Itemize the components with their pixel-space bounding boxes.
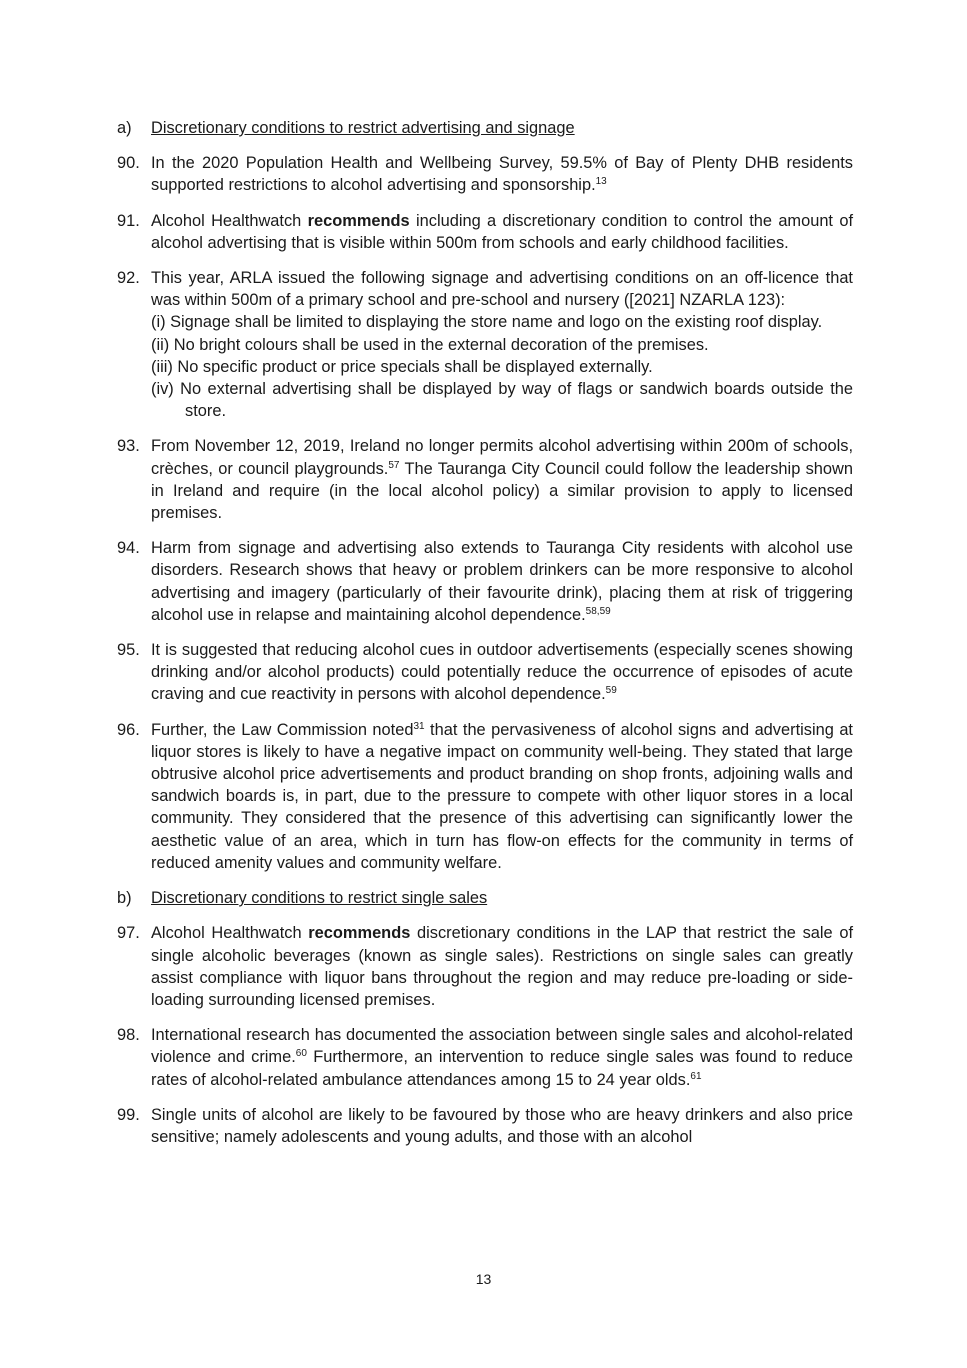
emphasis: recommends <box>307 211 410 230</box>
paragraph-body: International research has documented the association between single sales and alcohol-related violence and crime. <box>151 1026 853 1067</box>
paragraph-text <box>151 639 853 706</box>
paragraph-number: 93. <box>117 437 140 456</box>
section-heading-a <box>117 117 853 139</box>
conditions-list <box>151 311 853 422</box>
paragraph-number: 91. <box>117 211 140 230</box>
paragraph-text: This year, ARLA issued the following signage and advertising conditions on an off-licence that was within 500m of a primary school and pre-school and nursery ([2021] NZARLA 123): <box>151 269 853 310</box>
condition-item: (iii) No specific product or price specials shall be displayed externally. <box>151 357 653 376</box>
paragraph-96 <box>117 719 853 874</box>
paragraph-text <box>151 1024 853 1091</box>
paragraph-body: In the 2020 Population Health and Wellbeing Survey, 59.5% of Bay of Plenty DHB residents supported restrictions to alcohol advertising and sponsorship. <box>151 154 853 195</box>
paragraph-body: Further, the Law Commission noted <box>151 720 414 739</box>
paragraph-number: 98. <box>117 1026 140 1045</box>
paragraph-text <box>151 210 853 254</box>
page-number: 13 <box>475 1271 492 1287</box>
paragraph-text <box>151 922 853 1011</box>
condition-item: (i) Signage shall be limited to displaying the store name and logo on the existing roof display. <box>151 313 823 332</box>
paragraph-body: Furthermore, an intervention to reduce single sales was found to reduce rates of alcohol-related ambulance attendances among 15 to 24 year olds. <box>151 1048 853 1089</box>
footnote-ref: 60 <box>295 1048 307 1060</box>
paragraph-body: The Tauranga City Council could follow the leadership shown in Ireland and require (in the local alcohol policy) a similar provision to apply to licensed premises. <box>151 459 853 523</box>
condition-item: (ii) No bright colours shall be used in the external decoration of the premises. <box>151 335 709 354</box>
paragraph-98 <box>117 1024 853 1091</box>
paragraph-99 <box>117 1104 853 1148</box>
paragraph-body: It is suggested that reducing alcohol cues in outdoor advertisements (especially scenes showing drinking and/or alcohol products) could potentially reduce the occurrence of episodes of acute craving and cue reactivity in persons with alcohol dependence. <box>151 641 853 704</box>
paragraph-text <box>151 152 853 196</box>
paragraph-number: 94. <box>117 539 140 558</box>
page-body <box>117 117 853 1161</box>
paragraph-number: 92. <box>117 269 140 288</box>
paragraph-number: 96. <box>117 720 140 739</box>
paragraph-90 <box>117 152 853 196</box>
footnote-ref: 58,59 <box>585 605 611 617</box>
paragraph-body: Harm from signage and advertising also extends to Tauranga City residents with alcohol use disorders. Research shows that heavy or problem drinkers can be more responsive to alcohol advertising and imagery (particularly of their favourite drink), placing them at risk of triggering alcohol use in relapse and maintaining alcohol dependence. <box>151 539 853 624</box>
paragraph-text: Single units of alcohol are likely to be favoured by those who are heavy drinkers and also price sensitive; namely adolescents and young adults, and those with an alcohol <box>151 1105 853 1146</box>
paragraph-body: discretionary conditions in the LAP that restrict the sale of single alcoholic beverages (known as single sales). Restrictions on single sales can greatly assist compliance with liquor bans throughout the region and may reduce pre-loading or side-loading surrounding licensed premises. <box>151 924 853 1009</box>
footnote-ref: 61 <box>690 1070 702 1082</box>
footnote-ref: 13 <box>595 176 607 188</box>
section-title: Discretionary conditions to restrict advertising and signage <box>151 119 575 137</box>
footnote-ref: 59 <box>605 685 617 697</box>
paragraph-text <box>151 719 853 874</box>
paragraph-text <box>151 537 853 626</box>
condition-item: (iv) No external advertising shall be displayed by way of flags or sandwich boards outside the store. <box>151 380 853 421</box>
paragraph-text <box>151 435 853 524</box>
paragraph-body: Alcohol Healthwatch <box>151 211 308 230</box>
paragraph-body: that the pervasiveness of alcohol signs and advertising at liquor stores is likely to have a negative impact on community well-being. They stated that large obtrusive alcohol price advertisements and product branding on shop fronts, adjoining walls and sandwich boards is, in part, due to the pressure to compete with other liquor stores in a local community. They considered that the presence of this advertising can significantly lower the aesthetic value of an area, which in turn has flow-on effects for the community in terms of reduced amenity values and community welfare. <box>151 720 853 872</box>
paragraph-body: Alcohol Healthwatch <box>151 924 309 943</box>
paragraph-body: From November 12, 2019, Ireland no longer permits alcohol advertising within 200m of schools, crèches, or council playgrounds. <box>151 437 853 478</box>
paragraph-93 <box>117 435 853 524</box>
paragraph-92 <box>117 267 853 422</box>
footnote-ref: 31 <box>413 720 425 732</box>
section-heading-b <box>117 887 853 909</box>
paragraph-95 <box>117 639 853 706</box>
paragraph-number: 97. <box>117 924 140 943</box>
footnote-ref: 57 <box>388 459 400 471</box>
paragraph-body: including a discretionary condition to control the amount of alcohol advertising that is visible within 500m from schools and early childhood facilities. <box>151 211 853 252</box>
paragraph-94 <box>117 537 853 626</box>
section-marker: a) <box>117 119 132 137</box>
paragraph-number: 95. <box>117 641 140 660</box>
section-title: Discretionary conditions to restrict single sales <box>151 889 488 908</box>
paragraph-number: 99. <box>117 1105 140 1124</box>
section-marker: b) <box>117 889 132 908</box>
paragraph-97 <box>117 922 853 1011</box>
paragraph-91 <box>117 210 853 254</box>
paragraph-number: 90. <box>117 154 140 173</box>
emphasis: recommends <box>308 924 411 943</box>
